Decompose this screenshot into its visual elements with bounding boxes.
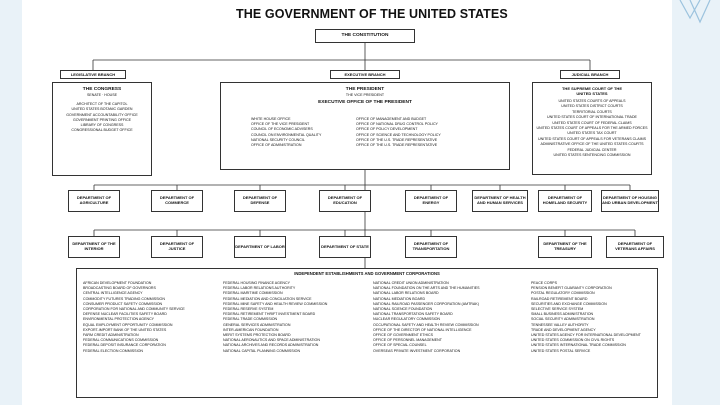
agency-item: NATIONAL ARCHIVES AND RECORDS ADMINISTRATION	[223, 343, 319, 348]
agency-item: INTER-AMERICAN FOUNDATION	[223, 327, 279, 332]
agency-item: PENSION BENEFIT GUARANTY CORPORATION	[531, 286, 612, 291]
legislative-item: LIBRARY OF CONGRESS	[80, 123, 124, 128]
congress-heading: THE CONGRESS	[82, 87, 122, 92]
constitution-label: THE CONSTITUTION	[341, 33, 389, 38]
agency-item: SMALL BUSINESS ADMINISTRATION	[531, 312, 594, 317]
agency-item: NATIONAL AERONAUTICS AND SPACE ADMINISTRATION	[223, 338, 320, 343]
eop-item: COUNCIL OF ECONOMIC ADVISERS	[251, 127, 313, 132]
judicial-item: UNITED STATES COURT OF APPEALS FOR VETERANS CLAIMS	[538, 136, 646, 141]
president-box	[220, 82, 510, 170]
agency-item: AFRICAN DEVELOPMENT FOUNDATION	[83, 281, 152, 285]
agency-item: COMMODITY FUTURES TRADING COMMISSION	[83, 296, 165, 301]
department-label: DEPARTMENT OF HEALTH AND HUMAN SERVICES	[474, 195, 526, 205]
eop-item: OFFICE OF THE VICE PRESIDENT	[251, 122, 310, 127]
agency-item: ENVIRONMENTAL PROTECTION AGENCY	[83, 317, 155, 322]
constitution-box	[315, 29, 415, 43]
agency-item: UNITED STATES INTERNATIONAL TRADE COMMISSION	[531, 343, 626, 348]
agency-item: OFFICE OF SPECIAL COUNSEL	[373, 343, 427, 348]
agency-item: PEACE CORPS	[531, 281, 557, 285]
chart-title: THE GOVERNMENT OF THE UNITED STATES	[236, 7, 508, 21]
agency-item: FEDERAL MINE SAFETY AND HEALTH REVIEW COMMISSION	[223, 301, 328, 306]
judicial-item: UNITED STATES COURT OF FEDERAL CLAIMS	[552, 120, 632, 125]
department-box	[319, 236, 371, 258]
legislative-item: GOVERNMENT ACCOUNTABILITY OFFICE	[66, 112, 138, 117]
department-box	[538, 190, 592, 212]
legislative-branch-label: LEGISLATIVE BRANCH	[70, 72, 116, 77]
department-box	[538, 236, 592, 258]
department-label: DEPARTMENT OF THE INTERIOR	[72, 241, 116, 251]
department-label: DEPARTMENT OF JUSTICE	[159, 241, 195, 251]
eop-item: NATIONAL SECURITY COUNCIL	[251, 137, 305, 142]
agency-item: UNITED STATES POSTAL SERVICE	[531, 348, 591, 353]
agency-item: UNITED STATES AGENCY FOR INTERNATIONAL DEVELOPMENT	[531, 333, 641, 338]
judicial-branch-label: JUDICIAL BRANCH	[571, 72, 609, 77]
agency-item: OFFICE OF PERSONNEL MANAGEMENT	[373, 338, 442, 343]
judicial-item: UNITED STATES DISTRICT COURTS	[561, 104, 623, 109]
department-label: DEPARTMENT OF LABOR	[235, 243, 285, 249]
department-box	[151, 190, 203, 212]
department-box	[234, 190, 286, 212]
agency-item: FEDERAL COMMUNICATIONS COMMISSION	[83, 338, 159, 343]
agency-item: FEDERAL LABOR RELATIONS AUTHORITY	[223, 286, 296, 291]
agency-column-3	[373, 281, 480, 354]
executive-branch-label: EXECUTIVE BRANCH	[344, 72, 386, 77]
eop-item: OFFICE OF ADMINISTRATION	[251, 143, 302, 148]
executive-branch-label-box	[330, 70, 400, 79]
department-box	[68, 236, 120, 258]
judicial-item: FEDERAL JUDICIAL CENTER	[567, 147, 617, 152]
agency-item: FARM CREDIT ADMINISTRATION	[83, 333, 139, 338]
agency-item: FEDERAL RETIREMENT THRIFT INVESTMENT BOARD	[223, 312, 316, 317]
legislative-branch-label-box	[60, 70, 126, 79]
agency-item: CENTRAL INTELLIGENCE AGENCY	[83, 291, 143, 296]
department-box	[405, 236, 457, 258]
department-label: DEPARTMENT OF THE TREASURY	[543, 241, 587, 251]
supreme-court-heading: THE SUPREME COURT OF THE UNITED STATES	[561, 86, 622, 96]
independent-agencies-title: INDEPENDENT ESTABLISHMENTS AND GOVERNMENT CORPORATIONS	[294, 271, 440, 276]
agency-item: NATIONAL CREDIT UNION ADMINISTRATION	[373, 281, 449, 285]
agency-item: GENERAL SERVICES ADMINISTRATION	[223, 322, 291, 327]
agency-item: FEDERAL MEDIATION AND CONCILIATION SERVICE	[223, 296, 312, 301]
judicial-item: UNITED STATES COURT OF INTERNATIONAL TRADE	[547, 115, 637, 120]
department-box	[234, 236, 286, 258]
agency-item: NATIONAL MEDIATION BOARD	[373, 296, 426, 301]
department-box	[68, 190, 120, 212]
agency-item: SECURITIES AND EXCHANGE COMMISSION	[531, 301, 607, 306]
agency-item: NATIONAL FOUNDATION ON THE ARTS AND THE HUMANITIES	[373, 286, 480, 291]
president-heading: THE PRESIDENT	[345, 87, 385, 92]
eop-item: OFFICE OF THE U.S. TRADE REPRESENTATIVE	[356, 137, 438, 142]
legislative-item: ARCHITECT OF THE CAPITOL	[76, 102, 128, 107]
agency-item: OCCUPATIONAL SAFETY AND HEALTH REVIEW COMMISSION	[373, 322, 479, 327]
agency-item: FEDERAL HOUSING FINANCE AGENCY	[223, 281, 290, 285]
agency-item: POSTAL REGULATORY COMMISSION	[531, 291, 595, 296]
department-label: DEPARTMENT OF VETERANS AFFAIRS	[615, 241, 655, 251]
agency-item: DEFENSE NUCLEAR FACILITIES SAFETY BOARD	[83, 312, 167, 317]
agency-column-1	[83, 281, 185, 354]
department-label: DEPARTMENT OF AGRICULTURE	[76, 195, 112, 205]
agency-item: SOCIAL SECURITY ADMINISTRATION	[531, 317, 595, 322]
agency-item: FEDERAL RESERVE SYSTEM	[223, 307, 274, 312]
agency-item: CONSUMER PRODUCT SAFETY COMMISSION	[83, 301, 163, 306]
supreme-court-box	[532, 82, 652, 175]
legislative-item: GOVERNMENT PRINTING OFFICE	[72, 117, 132, 122]
agency-item: SELECTIVE SERVICE SYSTEM	[531, 307, 584, 312]
department-box	[606, 236, 664, 258]
agency-item: FEDERAL DEPOSIT INSURANCE CORPORATION	[83, 343, 166, 348]
agency-item: TRADE AND DEVELOPMENT AGENCY	[531, 327, 596, 332]
agency-item: FEDERAL TRADE COMMISSION	[223, 317, 278, 322]
agency-item: NATIONAL TRANSPORTATION SAFETY BOARD	[373, 312, 453, 317]
judicial-branch-label-box	[560, 70, 620, 79]
congress-chambers: SENATE · HOUSE	[86, 93, 118, 97]
department-label: DEPARTMENT OF ENERGY	[413, 195, 449, 205]
eop-heading: EXECUTIVE OFFICE OF THE PRESIDENT	[318, 100, 412, 106]
agency-item: EQUAL EMPLOYMENT OPPORTUNITY COMMISSION	[83, 322, 173, 327]
agency-item: BROADCASTING BOARD OF GOVERNORS	[83, 286, 156, 291]
judicial-item: ADMINISTRATIVE OFFICE OF THE UNITED STATES COURTS	[540, 142, 644, 147]
agency-item: NATIONAL CAPITAL PLANNING COMMISSION	[223, 348, 301, 353]
agency-item: NATIONAL RAILROAD PASSENGER CORPORATION (AMTRAK)	[373, 301, 479, 306]
department-label: DEPARTMENT OF TRANSPORTATION	[412, 241, 450, 251]
agency-item: TENNESSEE VALLEY AUTHORITY	[531, 322, 589, 327]
agency-item: UNITED STATES COMMISSION ON CIVIL RIGHTS	[531, 338, 615, 343]
agency-item: NATIONAL SCIENCE FOUNDATION	[373, 307, 433, 312]
judicial-item: UNITED STATES SENTENCING COMMISSION	[553, 153, 631, 158]
agency-item: OFFICE OF GOVERNMENT ETHICS	[373, 333, 434, 338]
agency-item: OFFICE OF THE DIRECTOR OF NATIONAL INTELLIGENCE	[373, 327, 472, 332]
legislative-item: CONGRESSIONAL BUDGET OFFICE	[71, 128, 133, 133]
department-label: DEPARTMENT OF HOMELAND SECURITY	[542, 195, 588, 205]
eop-item: COUNCIL ON ENVIRONMENTAL QUALITY	[251, 132, 322, 137]
judicial-item: UNITED STATES COURT OF APPEALS FOR THE ARMED FORCES	[536, 126, 648, 131]
judicial-item: TERRITORIAL COURTS	[572, 109, 612, 114]
department-box	[472, 190, 528, 212]
eop-item: WHITE HOUSE OFFICE	[251, 117, 291, 121]
department-box	[601, 190, 659, 212]
congress-box	[52, 82, 152, 176]
independent-agencies-box	[76, 268, 658, 398]
agency-item: CORPORATION FOR NATIONAL AND COMMUNITY SERVICE	[83, 307, 185, 312]
department-label: DEPARTMENT OF COMMERCE	[159, 195, 195, 205]
eop-item: OFFICE OF THE U.S. TRADE REPRESENTATIVE	[356, 143, 438, 148]
eop-item: OFFICE OF MANAGEMENT AND BUDGET	[356, 117, 427, 121]
eop-item: OFFICE OF SCIENCE AND TECHNOLOGY POLICY	[356, 132, 441, 137]
department-box	[151, 236, 203, 258]
department-label: DEPARTMENT OF EDUCATION	[327, 195, 363, 205]
agency-item: OVERSEAS PRIVATE INVESTMENT CORPORATION	[373, 348, 461, 353]
agency-item: EXPORT-IMPORT BANK OF THE UNITED STATES	[83, 327, 167, 332]
department-label: DEPARTMENT OF HOUSING AND URBAN DEVELOPMENT	[602, 195, 658, 205]
judicial-item: UNITED STATES COURTS OF APPEALS	[558, 99, 626, 103]
department-box	[319, 190, 371, 212]
agency-item: FEDERAL MARITIME COMMISSION	[223, 291, 283, 296]
eop-item: OFFICE OF NATIONAL DRUG CONTROL POLICY	[356, 122, 438, 127]
agency-item: FEDERAL ELECTION COMMISSION	[83, 348, 143, 353]
agency-item: NUCLEAR REGULATORY COMMISSION	[373, 317, 441, 322]
vice-president-label: THE VICE PRESIDENT	[345, 93, 385, 97]
agency-column-4	[531, 281, 641, 354]
eop-item: OFFICE OF POLICY DEVELOPMENT	[356, 127, 418, 132]
legislative-item: UNITED STATES BOTANIC GARDEN	[71, 107, 133, 112]
department-label: DEPARTMENT OF STATE	[321, 243, 369, 249]
agency-item: NATIONAL LABOR RELATIONS BOARD	[373, 291, 439, 296]
department-box	[405, 190, 457, 212]
agency-item: RAILROAD RETIREMENT BOARD	[531, 296, 588, 301]
agency-column-2	[223, 281, 327, 354]
agency-item: MERIT SYSTEMS PROTECTION BOARD	[223, 333, 291, 338]
department-label: DEPARTMENT OF DEFENSE	[242, 195, 278, 205]
judicial-item: UNITED STATES TAX COURT	[567, 131, 617, 136]
